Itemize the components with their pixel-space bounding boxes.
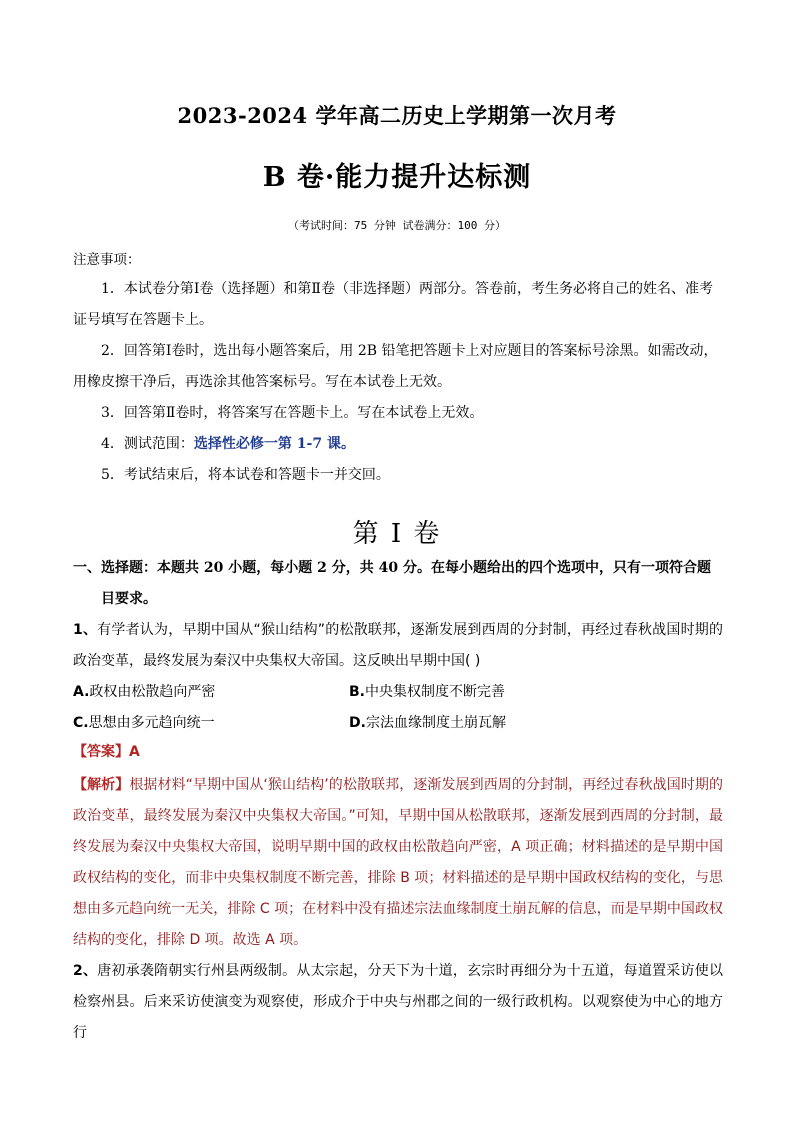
option-b [349,677,505,708]
note-item-3: 3．回答第Ⅱ卷时，将答案写在答题卡上。写在本试卷上无效。 [101,405,484,421]
option-d [349,708,506,739]
section-title: 第 Ⅰ 卷 [352,519,442,549]
exam-title: 2023-2024 学年高二历史上学期第一次月考 [177,103,617,128]
note-item-1: 1．本试卷分第Ⅰ卷（选择题）和第Ⅱ卷（非选择题）两部分。答卷前，考生务必将自己的姓名、准考证号填写在答题卡上。 [73,281,713,328]
analysis-text: 根据材料“早期中国从‘猴山结构’的松散联邦，逐渐发展到西周的分封制，再经过春秋战国时期的政治变革，最终发展为秦汉中央集权大帝国。”可知，早期中国从松散联邦，逐渐发展到西周的分封制，最终发展为秦汉中央集权大帝国，说明早期中国的政权由松散趋向严密，A 项正确；材料描述的是早期中国政权结构的变化，而非中央集权制度不断完善，排除 B 项；材料描述的是早期中国政权结构的变化，与思想由多元趋向统一无关，排除 C 项；在材料中没有描述宗法血缘制度土崩瓦解的信息，而是早期中国政权结构的变化，排除 D 项。故选 A 项。 [73,777,723,948]
notes-heading: 注意事项： [73,252,141,268]
option-c-letter: C. [73,715,89,731]
option-c [73,708,215,739]
option-d-text: 宗法血缘制度土崩瓦解 [365,715,506,731]
part-intro-line2: 目要求。 [101,591,157,607]
option-c-text: 思想由多元趋向统一 [88,715,215,731]
note-item-2: 2．回答第Ⅰ卷时，选出每小题答案后，用 2B 铅笔把答题卡上对应题目的答案标号涂黑。如需改动，用橡皮擦干净后，再选涂其他答案标号。写在本试卷上无效。 [73,343,718,390]
option-b-text: 中央集权制度不断完善 [365,684,505,700]
option-a-text: 政权由松散趋向严密 [89,684,216,700]
question-1 [73,615,723,677]
test-range-value: 选择性必修一第 1-7 课。 [193,436,355,452]
analysis-tag: 【解析】 [73,777,130,793]
exam-info: （考试时间：75 分钟 试卷满分：100 分） [288,219,506,232]
option-d-letter: D. [349,715,366,731]
analysis [73,770,723,956]
note-item-4 [73,429,723,460]
option-a-letter: A. [73,684,90,700]
question-1-text: 有学者认为，早期中国从“猴山结构”的松散联邦，逐渐发展到西周的分封制，再经过春秋战国时期的政治变革，最终发展为秦汉中央集权大帝国。这反映出早期中国( ) [73,622,723,669]
option-a [73,677,215,708]
part-intro-line1: 一、选择题：本题共 20 小题，每小题 2 分，共 40 分。在每小题给出的四个选项中，只有一项符合题 [73,560,711,576]
part-intro [73,553,723,615]
answer-label: 【答案】A [73,744,140,760]
option-b-letter: B. [349,684,365,700]
question-2-number: 2、 [73,963,98,979]
question-2-text: 唐初承袭隋朝实行州县两级制。从太宗起，分天下为十道，玄宗时再细分为十五道，每道置采访使以检察州县。后来采访使演变为观察使，形成介于中央与州郡之间的一级行政机构。以观察使为中心的地方行 [73,963,723,1041]
note-item-5: 5．考试结束后，将本试卷和答题卡一并交回。 [101,467,390,483]
exam-subtitle: B 卷·能力提升达标测 [262,162,532,193]
question-2 [73,956,723,1049]
question-1-number: 1、 [73,622,98,638]
note-item-4-label: 4．测试范围： [101,436,194,452]
